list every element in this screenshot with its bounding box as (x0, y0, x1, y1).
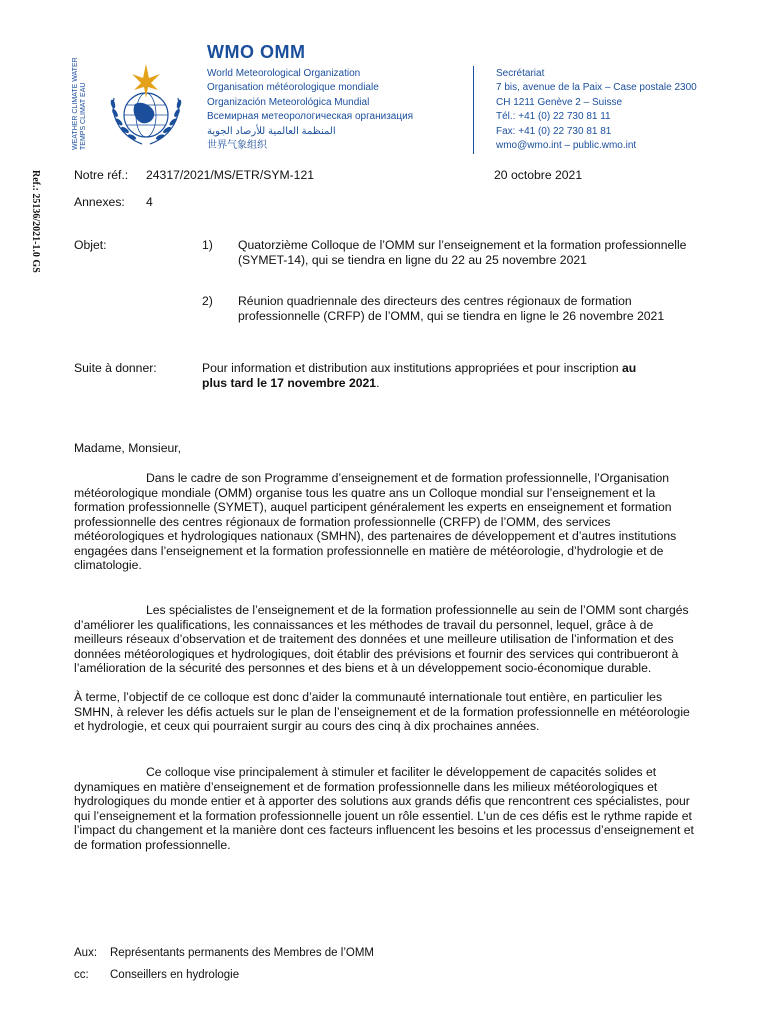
objet-label: Objet: (74, 238, 107, 252)
cc-label: cc: (74, 969, 89, 981)
aux-label: Aux: (74, 947, 98, 959)
org-name-spanish: Organización Meteorológica Mundial (207, 96, 370, 108)
secretariat-address-block (496, 67, 697, 153)
letter-date: 20 octobre 2021 (494, 168, 583, 182)
secretariat-fax: Fax: +41 (0) 22 730 81 81 (496, 125, 612, 137)
cc-recipients: Conseillers en hydrologie (110, 969, 240, 981)
secretariat-street: 7 bis, avenue de la Paix – Case postale 2300 (496, 82, 697, 94)
body-paragraph: Dans le cadre de son Programme d’enseignement et de formation professionnelle, l’Organisation météorologique mondiale (OMM) organise tous les quatre ans un Colloque mondial sur l’enseignement et la formation professionnelle (SYMET), auquel participent généralement les experts en enseignement et formation professionnelle des centres régionaux de formation professionnelle (CRFP) de l’OMM, des services météorologiques et hydrologiques nationaux (SMHN), des partenaires de développement et d’autres institutions engagées dans l’enseignement et la formation professionnelle en matière de météorologie, d’hydrologie et de climatologie. (74, 471, 677, 573)
annexes-label: Annexes: (74, 195, 125, 209)
wmo-brand-title: WMO OMM (207, 42, 306, 62)
secretariat-city: CH 1211 Genève 2 – Suisse (496, 96, 623, 108)
tagline-line-1: WEATHER CLIMATE WATER (72, 57, 79, 150)
objet-item-text: Quatorzième Colloque de l’OMM sur l’enseignement et la formation professionnelle (SYMET-14), qui se tiendra en ligne du 22 au 25 novembre 2021 (238, 238, 687, 267)
aux-recipients: Représentants permanents des Membres de l’OMM (110, 947, 374, 959)
org-names-block (207, 67, 413, 153)
org-name-english: World Meteorological Organization (207, 68, 361, 79)
annexes-value: 4 (146, 195, 153, 209)
suite-deadline: au plus tard le 17 novembre 2021 (202, 361, 637, 390)
letterhead-divider (473, 66, 474, 154)
org-name-arabic: المنظمة العالمية للأرصاد الجوية (207, 125, 336, 137)
tagline-line-2: TEMPS CLIMAT EAU (80, 82, 87, 150)
secretariat-title: Secrétariat (496, 68, 545, 79)
org-name-russian: Всемирная метеорологическая организация (207, 111, 414, 123)
tagline-vertical-text (70, 56, 86, 152)
salutation: Madame, Monsieur, (74, 441, 182, 455)
side-reference-text: Ref.: 25136/2021-1.0 GS (30, 170, 41, 273)
org-name-chinese: 世界气象组织 (207, 140, 267, 152)
side-reference (28, 168, 46, 278)
objet-item-number: 2) (202, 294, 213, 308)
suite-text-main: Pour information et distribution aux institutions appropriées et pour inscription (202, 361, 623, 375)
ref-value: 24317/2021/MS/ETR/SYM-121 (146, 168, 315, 182)
suite-text (202, 361, 652, 390)
objet-item-number: 1) (202, 238, 213, 252)
body-paragraph: Ce colloque vise principalement à stimuler et faciliter le développement de capacités solides et dynamiques en matière d’enseignement et de formation professionnelle dans les milieux météorologiques et hydrologiques du monde entier et à apporter des solutions aux grands défis que rencontrent ces spécialistes, pour qui l’enseignement et la formation professionnelle jouent un rôle essentiel. L’un de ces défis est le rythme rapide et l’impact du changement et la manière dont ces facteurs influencent les besoins et les processus d’enseignement et de formation professionnelle. (74, 765, 694, 852)
suite-text-end: . (376, 375, 380, 390)
body-paragraph: Les spécialistes de l’enseignement et de la formation professionnelle au sein de l’OMM sont chargés d’améliorer les qualifications, les connaissances et les méthodes de travail du personnel, lequel, grâce à de meilleurs réseaux d’observation et de traitement des données et une meilleure utilisation de l’information et des données météorologiques et hydrologiques, doit établir des prévisions et fournir des services qui contribueront à l’amélioration de la sécurité des personnes et des biens et à un développement socio-économique durable. (74, 603, 689, 676)
ref-label: Notre réf.: (74, 168, 129, 182)
suite-label: Suite à donner: (74, 361, 157, 375)
objet-item-text: Réunion quadriennale des directeurs des centres régionaux de formation professionnelle (CRFP) de l’OMM, qui se tiendra en ligne le 26 novembre 2021 (238, 294, 665, 323)
secretariat-email-web: wmo@wmo.int – public.wmo.int (496, 140, 637, 152)
org-name-french: Organisation météorologique mondiale (207, 82, 379, 94)
wmo-emblem-icon (100, 60, 192, 152)
body-paragraph: À terme, l’objectif de ce colloque est donc d’aider la communauté internationale tout entière, en particulier les SMHN, à relever les défis actuels sur le plan de l’enseignement et de la formation professionnelle en météorologie et hydrologie, et ceux qui pourraient surgir au cours des cinq à dix prochaines années. (74, 690, 690, 734)
secretariat-phone: Tél.: +41 (0) 22 730 81 11 (496, 111, 611, 123)
